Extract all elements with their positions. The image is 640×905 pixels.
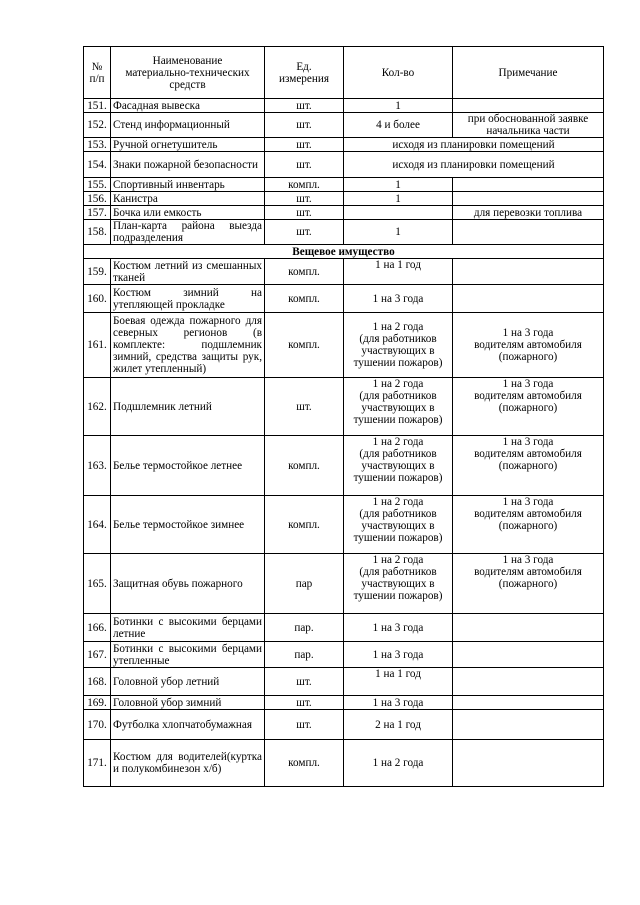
unit-cell: компл. (265, 436, 344, 496)
row-number: 158. (84, 220, 111, 245)
note-cell: 1 на 3 года водителям автомобиля (пожарного) (453, 313, 604, 378)
quantity-cell: 2 на 1 год (344, 710, 453, 740)
table-row (84, 99, 604, 113)
header-row (84, 47, 604, 99)
quantity-cell: 1 на 2 года (для работников участвующих в тушении пожаров) (344, 313, 453, 378)
unit-cell: пар. (265, 642, 344, 668)
unit-cell: шт. (265, 668, 344, 696)
table-row (84, 696, 604, 710)
note-cell: 1 на 3 года водителям автомобиля (пожарного) (453, 378, 604, 436)
quantity-cell: 1 на 3 года (344, 614, 453, 642)
item-name: Боевая одежда пожарного для северных регионов (в комплекте: подшлемник зимний, средства защиты рук, жилет утепленный) (111, 313, 265, 378)
table-row (84, 285, 604, 313)
row-number: 169. (84, 696, 111, 710)
section-row (84, 245, 604, 259)
quantity-cell: 1 на 2 года (для работников участвующих в тушении пожаров) (344, 554, 453, 614)
note-cell (453, 614, 604, 642)
qty-note-merged-cell: исходя из планировки помещений (344, 138, 604, 152)
unit-cell: компл. (265, 259, 344, 285)
quantity-cell: 1 на 2 года (344, 740, 453, 787)
quantity-cell: 1 на 2 года (для работников участвующих в тушении пожаров) (344, 496, 453, 554)
table-row (84, 313, 604, 378)
table-row (84, 740, 604, 787)
row-number: 162. (84, 378, 111, 436)
note-cell (453, 740, 604, 787)
item-name: Бочка или емкость (111, 206, 265, 220)
note-cell (453, 285, 604, 313)
note-cell (453, 192, 604, 206)
item-name: Канистра (111, 192, 265, 206)
row-number: 157. (84, 206, 111, 220)
quantity-cell: 1 (344, 178, 453, 192)
table-row (84, 642, 604, 668)
unit-cell: шт. (265, 138, 344, 152)
item-name: Белье термостойкое летнее (111, 436, 265, 496)
table-row (84, 378, 604, 436)
header-note: Примечание (453, 47, 604, 99)
row-number: 153. (84, 138, 111, 152)
row-number: 166. (84, 614, 111, 642)
item-name: Головной убор зимний (111, 696, 265, 710)
table-row (84, 554, 604, 614)
table-row (84, 152, 604, 178)
row-number: 168. (84, 668, 111, 696)
item-name: Стенд информационный (111, 113, 265, 138)
materials-table (83, 46, 604, 787)
table-row (84, 220, 604, 245)
note-cell (453, 178, 604, 192)
quantity-cell: 1 (344, 192, 453, 206)
item-name: Ботинки с высокими берцами летние (111, 614, 265, 642)
item-name: Спортивный инвентарь (111, 178, 265, 192)
item-name: Белье термостойкое зимнее (111, 496, 265, 554)
note-cell: 1 на 3 года водителям автомобиля (пожарного) (453, 436, 604, 496)
unit-cell: шт. (265, 192, 344, 206)
qty-note-merged-cell: исходя из планировки помещений (344, 152, 604, 178)
unit-cell: пар (265, 554, 344, 614)
item-name: Ручной огнетушитель (111, 138, 265, 152)
row-number: 154. (84, 152, 111, 178)
section-title: Вещевое имущество (84, 245, 604, 259)
item-name: Фасадная вывеска (111, 99, 265, 113)
quantity-cell: 1 (344, 99, 453, 113)
table-row (84, 192, 604, 206)
item-name: Знаки пожарной безопасности (111, 152, 265, 178)
row-number: 161. (84, 313, 111, 378)
item-name: Защитная обувь пожарного (111, 554, 265, 614)
unit-cell: шт. (265, 220, 344, 245)
unit-cell: шт. (265, 710, 344, 740)
quantity-cell: 1 на 2 года (для работников участвующих в тушении пожаров) (344, 436, 453, 496)
unit-cell: компл. (265, 496, 344, 554)
row-number: 171. (84, 740, 111, 787)
note-cell: 1 на 3 года водителям автомобиля (пожарного) (453, 496, 604, 554)
note-cell: для перевозки топлива (453, 206, 604, 220)
row-number: 152. (84, 113, 111, 138)
table-row (84, 668, 604, 696)
unit-cell: шт. (265, 113, 344, 138)
row-number: 155. (84, 178, 111, 192)
note-cell (453, 220, 604, 245)
unit-cell: шт. (265, 99, 344, 113)
row-number: 159. (84, 259, 111, 285)
unit-cell: компл. (265, 285, 344, 313)
quantity-cell: 1 на 3 года (344, 285, 453, 313)
note-cell (453, 710, 604, 740)
item-name: Костюм летний из смешанных тканей (111, 259, 265, 285)
table-row (84, 436, 604, 496)
note-cell (453, 259, 604, 285)
note-cell (453, 668, 604, 696)
note-cell (453, 696, 604, 710)
unit-cell: шт. (265, 206, 344, 220)
table-row (84, 113, 604, 138)
table-row (84, 710, 604, 740)
item-name: Костюм зимний на утепляющей прокладке (111, 285, 265, 313)
table-body (84, 99, 604, 787)
header-num: № п/п (84, 47, 111, 99)
row-number: 156. (84, 192, 111, 206)
row-number: 163. (84, 436, 111, 496)
note-cell: 1 на 3 года водителям автомобиля (пожарного) (453, 554, 604, 614)
note-cell (453, 99, 604, 113)
item-name: Футболка хлопчатобумажная (111, 710, 265, 740)
row-number: 167. (84, 642, 111, 668)
note-cell (453, 642, 604, 668)
quantity-cell: 1 на 1 год (344, 668, 453, 696)
item-name: Ботинки с высокими берцами утепленные (111, 642, 265, 668)
row-number: 160. (84, 285, 111, 313)
table-row (84, 206, 604, 220)
quantity-cell: 1 на 1 год (344, 259, 453, 285)
item-name: Костюм для водителей(куртка и полукомбинезон х/б) (111, 740, 265, 787)
quantity-cell (344, 206, 453, 220)
unit-cell: шт. (265, 378, 344, 436)
table-row (84, 259, 604, 285)
unit-cell: шт. (265, 696, 344, 710)
unit-cell: шт. (265, 152, 344, 178)
row-number: 170. (84, 710, 111, 740)
header-unit: Ед. измерения (265, 47, 344, 99)
note-cell: при обоснованной заявке начальника части (453, 113, 604, 138)
item-name: Головной убор летний (111, 668, 265, 696)
header-qty: Кол-во (344, 47, 453, 99)
table-row (84, 496, 604, 554)
table-row (84, 614, 604, 642)
item-name: План-карта района выезда подразделения (111, 220, 265, 245)
quantity-cell: 1 на 3 года (344, 642, 453, 668)
unit-cell: компл. (265, 178, 344, 192)
quantity-cell: 1 на 2 года (для работников участвующих в тушении пожаров) (344, 378, 453, 436)
row-number: 165. (84, 554, 111, 614)
item-name: Подшлемник летний (111, 378, 265, 436)
unit-cell: пар. (265, 614, 344, 642)
unit-cell: компл. (265, 313, 344, 378)
unit-cell: компл. (265, 740, 344, 787)
quantity-cell: 1 (344, 220, 453, 245)
quantity-cell: 1 на 3 года (344, 696, 453, 710)
header-name: Наименование материально-технических средств (111, 47, 265, 99)
table-row (84, 178, 604, 192)
quantity-cell: 4 и более (344, 113, 453, 138)
row-number: 151. (84, 99, 111, 113)
row-number: 164. (84, 496, 111, 554)
table-row (84, 138, 604, 152)
